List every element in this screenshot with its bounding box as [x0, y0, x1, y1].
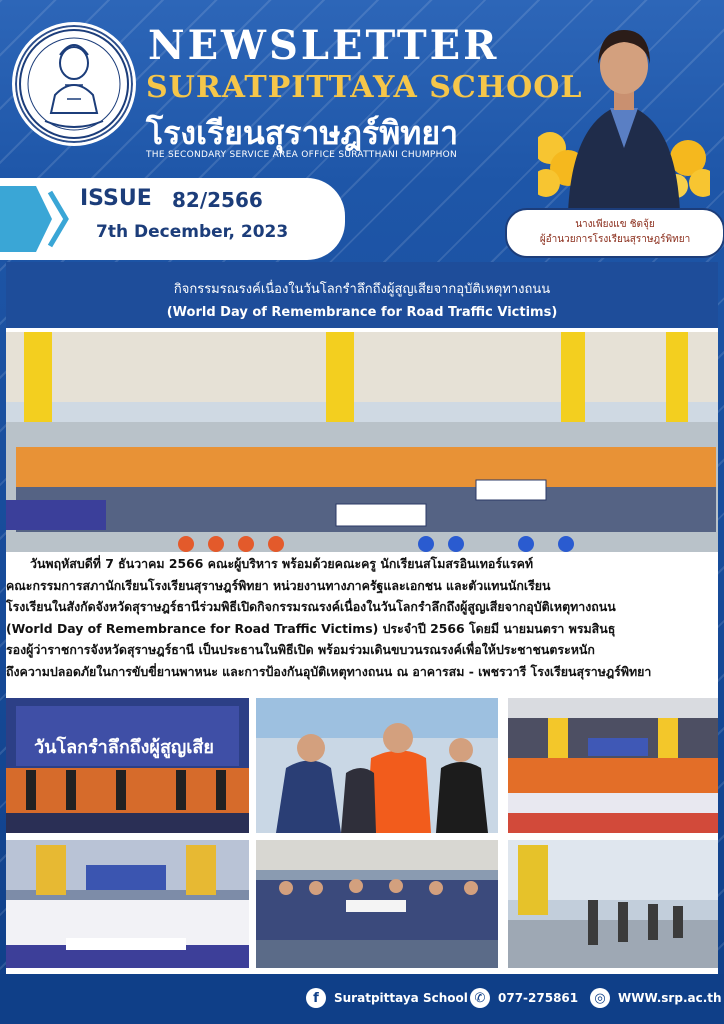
- article-line: โรงเรียนในสังกัดจังหวัดสุราษฎร์ธานีร่วมพิธีเปิดกิจกรรมรณรงค์เนื่องในวันโลกรำลึกถึงผู้สูญเสียจากอุบัติเหตุทางถนน: [6, 599, 616, 614]
- chevron-right-icon: [0, 186, 70, 252]
- website-url: WWW.srp.ac.th: [618, 991, 722, 1005]
- office-name: THE SECONDARY SERVICE AREA OFFICE SURATTHANI CHUMPHON: [146, 150, 458, 160]
- phone-icon: ✆: [470, 988, 490, 1008]
- director-portrait: [538, 8, 710, 213]
- school-logo: [12, 22, 136, 146]
- school-name-en: SURATPITTAYA SCHOOL: [146, 70, 583, 105]
- facebook-icon: f: [306, 988, 326, 1008]
- hall-photo: [508, 698, 718, 833]
- article-body: [6, 553, 718, 682]
- phone-contact[interactable]: [470, 988, 578, 1008]
- phone-number: 077-275861: [498, 991, 579, 1005]
- stage-photo: [6, 698, 249, 833]
- article-heading-en: (World Day of Remembrance for Road Traffic Victims): [166, 305, 558, 320]
- article-heading: [6, 262, 718, 328]
- issue-number: 82/2566: [172, 188, 263, 212]
- director-name-box: [505, 208, 724, 258]
- issue-date: 7th December, 2023: [96, 222, 289, 242]
- globe-icon: ◎: [590, 988, 610, 1008]
- article-heading-th: กิจกรรมรณรงค์เนื่องในวันโลกรำลึกถึงผู้สูญเสียจากอุบัติเหตุทางถนน: [173, 282, 551, 297]
- interview-photo: [256, 698, 498, 833]
- article-line: (World Day of Remembrance for Road Traffic Victims) ประจำปี 2566 โดยมี นายมนตรา พรมสินธุ: [6, 620, 616, 636]
- article-line: คณะกรรมการสภานักเรียนโรงเรียนสุราษฎร์พิทยา หน่วยงานทางภาครัฐและเอกชน และตัวแทนนักเรียน: [6, 577, 551, 593]
- facebook-contact[interactable]: [306, 988, 468, 1008]
- parade-photo: [508, 840, 718, 968]
- content-panel: [6, 262, 718, 974]
- issue-label: ISSUE: [80, 186, 152, 211]
- school-name-th: โรงเรียนสุราษฎร์พิทยา: [146, 114, 459, 152]
- director-name: นางเพียงแข ชิตจุ้ย: [575, 219, 655, 230]
- newsletter-title: NEWSLETTER: [148, 22, 500, 69]
- ceremony-photo: [256, 840, 498, 968]
- director-title: ผู้อำนวยการโรงเรียนสุราษฎร์พิทยา: [539, 234, 691, 245]
- facebook-name: Suratpittaya School: [334, 991, 468, 1005]
- photo-banner-text: วันโลกรำลึกถึงผู้สูญเสีย: [34, 737, 214, 758]
- footer: [0, 974, 724, 1024]
- website-contact[interactable]: [590, 988, 722, 1008]
- group-stage-photo: [6, 840, 249, 968]
- article-line: รองผู้ว่าราชการจังหวัดสุราษฎร์ธานี เป็นประธานในพิธีเปิด พร้อมร่วมเดินขบวนรณรงค์เพื่อให้ประชาชนตระหนัก: [6, 642, 595, 657]
- main-group-photo: [6, 332, 718, 552]
- article-line: ถึงความปลอดภัยในการขับขี่ยานพาหนะ และการป้องกันอุบัติเหตุทางถนน ณ อาคารสม - เพชรวารี โรงเรียนสุราษฎร์พิทยา: [6, 663, 652, 679]
- article-line: วันพฤหัสบดีที่ 7 ธันวาคม 2566 คณะผู้บริหาร พร้อมด้วยคณะครู นักเรียนสโมสรอินเทอร์แรคท์: [30, 556, 534, 571]
